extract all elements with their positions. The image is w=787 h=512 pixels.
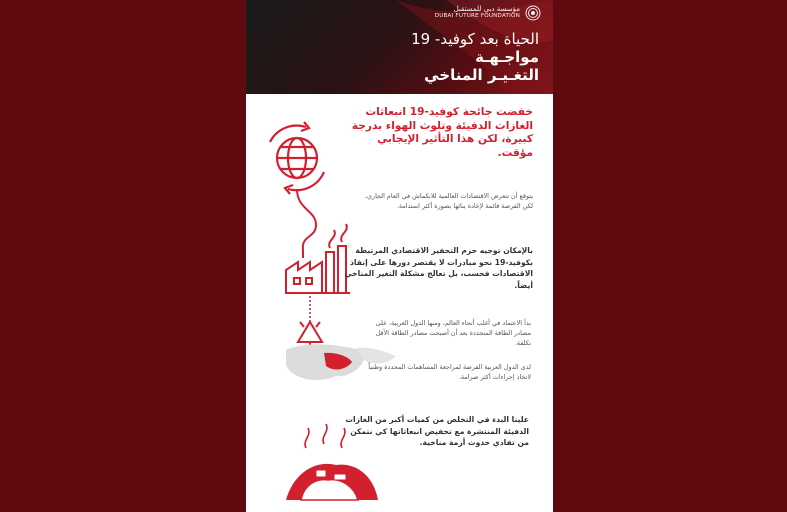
- title-line-1: الحياة بعد كوفيد- 19: [411, 30, 539, 48]
- recycle-icon: [298, 322, 322, 348]
- title-line-2: مواجـهـة: [475, 48, 539, 66]
- title-line-3: التغـيـر المناخي: [424, 66, 539, 84]
- factory-icon: [286, 224, 350, 293]
- poster-title: [411, 31, 539, 84]
- logo-mark-icon: [525, 5, 541, 21]
- headline-text: خفضت جائحة كوفيد-19 انبعاثات الغازات الدفيئة وتلوث الهواء بدرجة كبيرة، لكن هذا التأثير الإيجابي مؤقت.: [351, 106, 533, 159]
- paragraph-arab-states: لدى الدول العربية الفرصة لمراجعة المساهمات المحددة وطنياً لاتخاذ إجراءات أكثر صرامة.: [368, 363, 531, 381]
- paragraph-renewables: بدأ الاعتماد في أغلب أنحاء العالم، ومنها الدول العربية، على مصادر الطاقة المتجددة بعد أن أصبحت مصادر الطاقة الأقل تكلفة.: [375, 319, 531, 347]
- dubai-future-foundation-logo: [435, 5, 541, 21]
- paragraph-stimulus: بالإمكان توجيه حزم التحفيز الاقتصادي المرتبطة بكوفيد-19 نحو مبادرات لا يقتصر دورها على إنقاذ الاقتصادات فحسب، بل تعالج مشكلة التغير المناخي أيضاً.: [344, 246, 533, 290]
- infographic-poster: [246, 0, 553, 512]
- connector-line: [297, 189, 316, 258]
- paragraph-emissions: علينا البدء في التخلص من كميات أكبر من الغازات الدفيئة المنتشرة مع تخفيض انبعاثاتها كي نتمكن من تفادي حدوث أزمة مناخية.: [345, 415, 529, 448]
- globe-recycle-icon: [270, 122, 324, 194]
- poster-header: [246, 0, 553, 94]
- logo-english-name: DUBAI FUTURE FOUNDATION: [434, 12, 520, 19]
- paragraph-economies: يتوقع أن تتعرض الاقتصادات العالمية للانكماش في العام الجاري، لكن الفرصة قائمة لإعادة بنائها بصورة أكثر استدامة.: [364, 192, 533, 210]
- logo-arabic-name: مؤسسة دبي للمستقبل: [453, 5, 520, 14]
